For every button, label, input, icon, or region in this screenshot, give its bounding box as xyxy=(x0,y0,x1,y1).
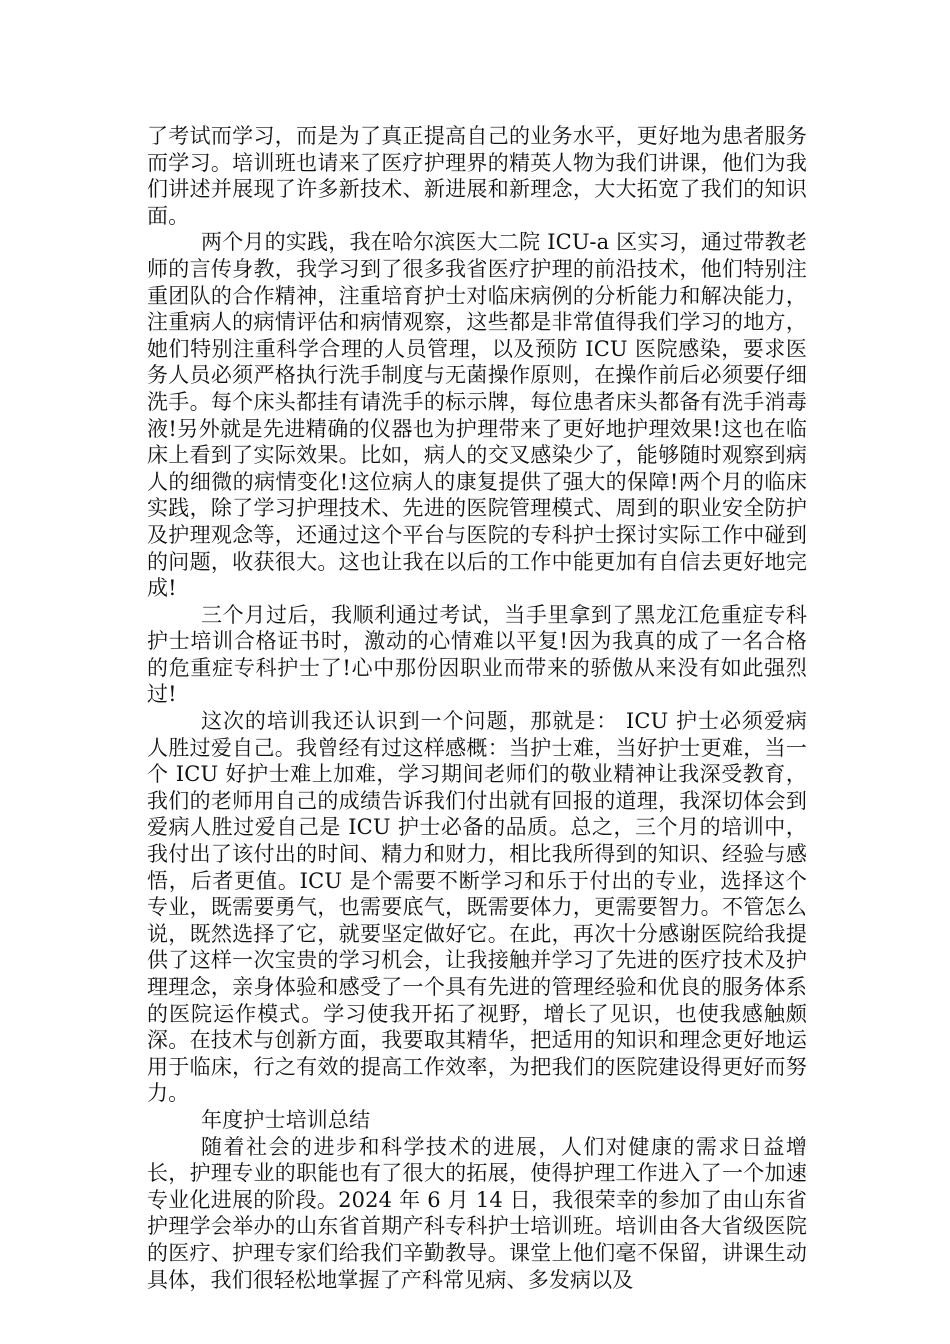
paragraph-summary-intro: 随着社会的进步和科学技术的进展，人们对健康的需求日益增长，护理专业的职能也有了很大的拓展，使得护理工作进入了一个加速专业化进展的阶段。2024 年 6 月 14 日，我很荣幸的参加了由山东省护理学会举办的山东省首期产科专科护士培训班。培训由各大省级医院的医疗、护理专家们给我们辛勤教导。课堂上他们毫不保留，讲课生动具体，我们很轻松地掌握了产科常见病、多发病以及 xyxy=(147,1134,807,1292)
paragraph-continuation: 了考试而学习，而是为了真正提高自己的业务水平，更好地为患者服务而学习。培训班也请来了医疗护理界的精英人物为我们讲课，他们为我们讲述并展现了许多新技术、新进展和新理念，大大拓宽了我们的知识面。 xyxy=(147,124,807,228)
paragraph-practice: 两个月的实践，我在哈尔滨医大二院 ICU-a 区实习，通过带教老师的言传身教，我学习到了很多我省医疗护理的前沿技术，他们特别注重团队的合作精神，注重培育护士对临床病例的分析能力和解决能力，注重病人的病情评估和病情观察，这些都是非常值得我们学习的地方，她们特别注重科学合理的人员管理，以及预防 ICU 医院感染，要求医务人员必须严格执行洗手制度与无菌操作原则，在操作前后必须要仔细洗手。每个床头都挂有请洗手的标示牌，每位患者床头都备有洗手消毒液!另外就是先进精确的仪器也为护理带来了更好地护理效果!这也在临床上看到了实际效果。比如，病人的交叉感染少了，能够随时观察到病人的细微的病情变化!这位病人的康复提供了强大的保障!两个月的临床实践，除了学习护理技术、先进的医院管理模式、周到的职业安全防护及护理观念等，还通过这个平台与医院的专科护士探讨实际工作中碰到的问题，收获很大。这也让我在以后的工作中能更加有自信去更好地完成! xyxy=(147,230,807,601)
section-title: 年度护士培训总结 xyxy=(201,1107,371,1132)
document-body xyxy=(147,123,807,1293)
paragraph-reflection: 这次的培训我还认识到一个问题，那就是： ICU 护士必须爱病人胜过爱自己。我曾经有过这样感概：当护士难，当好护士更难，当一个 ICU 好护士难上加难，学习期间老师们的敬业精神让我深受教育，我们的老师用自己的成绩告诉我们付出就有回报的道理，我深切体会到爱病人胜过爱自己是 ICU 护士必备的品质。总之，三个月的培训中，我付出了该付出的时间、精力和财力，相比我所得到的知识、经验与感悟，后者更值。ICU 是个需要不断学习和乐于付出的专业，选择这个专业，既需要勇气，也需要底气，既需要体力，更需要智力。不管怎么说，既然选择了它，就要坚定做好它。在此，再次十分感谢医院给我提供了这样一次宝贵的学习机会，让我接触并学习了先进的医疗技术及护理理念，亲身体验和感受了一个具有先进的管理经验和优良的服务体系的医院运作模式。学习使我开拓了视野，增长了见识，也使我感触颇深。在技术与创新方面，我要取其精华，把适用的知识和理念更好地运用于临床，行之有效的提高工作效率，为把我们的医院建设得更好而努力。 xyxy=(147,709,807,1106)
paragraph-exam: 三个月过后，我顺利通过考试，当手里拿到了黑龙江危重症专科护士培训合格证书时，激动的心情难以平复!因为我真的成了一名合格的危重症专科护士了!心中那份因职业而带来的骄傲从来没有如此强烈过! xyxy=(147,602,807,707)
